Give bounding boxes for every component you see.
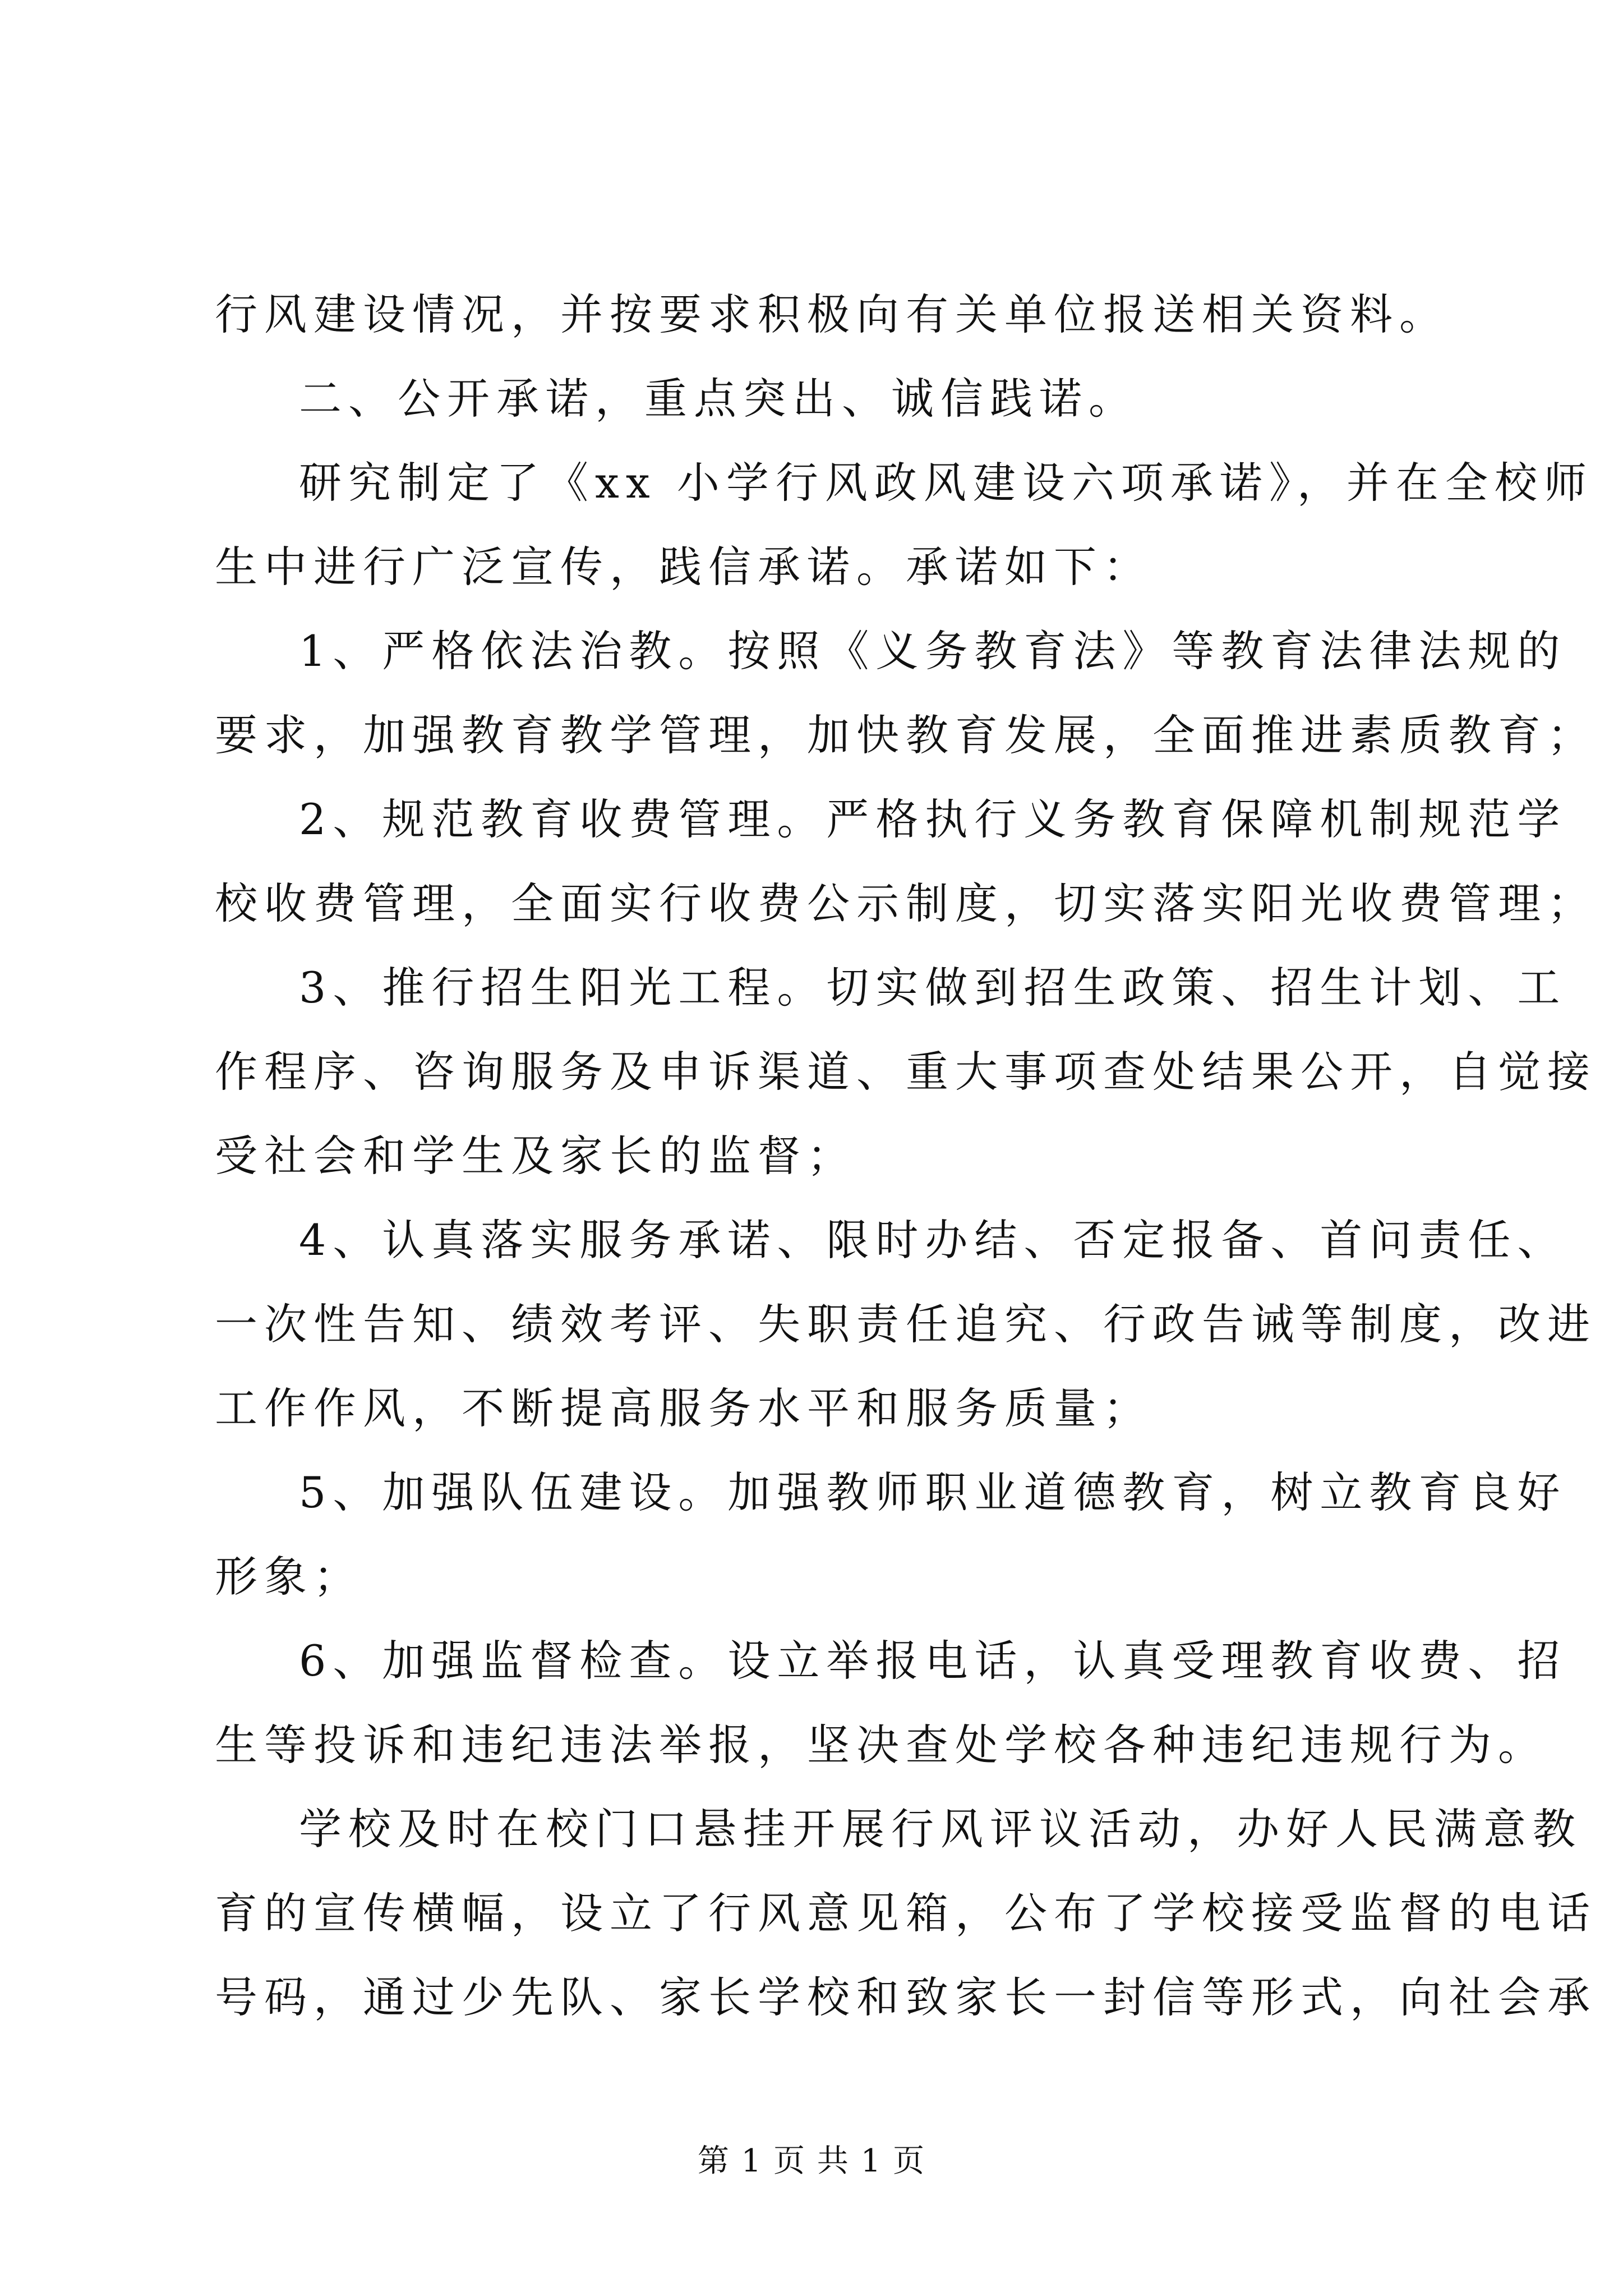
text-line: 生中进行广泛宣传，践信承诺。承诺如下： [215,542,1152,592]
text-line: 5、加强队伍建设。加强教师职业道德教育，树立教育良好 [299,1467,1567,1517]
text-line: 研究制定了《xx 小学行风政风建设六项承诺》，并在全校师 [299,458,1593,508]
text-line: 形象； [215,1552,363,1602]
text-line: 学校及时在校门口悬挂开展行风评议活动，办好人民满意教 [299,1804,1582,1854]
text-line: 育的宣传横幅，设立了行风意见箱，公布了学校接受监督的电话 [215,1888,1597,1938]
text-line: 作程序、咨询服务及申诉渠道、重大事项查处结果公开，自觉接 [215,1047,1597,1097]
document-body [215,273,1597,2040]
text-line: 3、推行招生阳光工程。切实做到招生政策、招生计划、工 [299,963,1567,1013]
text-line: 校收费管理，全面实行收费公示制度，切实落实阳光收费管理； [215,878,1597,928]
text-line: 要求，加强教育教学管理，加快教育发展，全面推进素质教育； [215,710,1597,760]
text-line: 2、规范教育收费管理。严格执行义务教育保障机制规范学 [299,794,1567,844]
text-line: 行风建设情况，并按要求积极向有关单位报送相关资料。 [215,289,1449,339]
text-line: 6、加强监督检查。设立举报电话，认真受理教育收费、招 [299,1636,1567,1686]
text-line: 一次性告知、绩效考评、失职责任追究、行政告诫等制度，改进 [215,1299,1597,1349]
text-line: 号码，通过少先队、家长学校和致家长一封信等形式，向社会承 [215,1972,1597,2022]
text-line: 二、公开承诺，重点突出、诚信践诺。 [299,374,1138,424]
text-line: 工作作风，不断提高服务水平和服务质量； [215,1383,1152,1433]
text-line: 1、严格依法治教。按照《义务教育法》等教育法律法规的 [299,626,1567,676]
text-line: 受社会和学生及家长的监督； [215,1131,856,1181]
text-line: 生等投诉和违纪违法举报，坚决查处学校各种违纪违规行为。 [215,1720,1547,1770]
page-footer: 第 1 页 共 1 页 [697,2143,926,2179]
text-line: 4、认真落实服务承诺、限时办结、否定报备、首问责任、 [299,1215,1567,1265]
